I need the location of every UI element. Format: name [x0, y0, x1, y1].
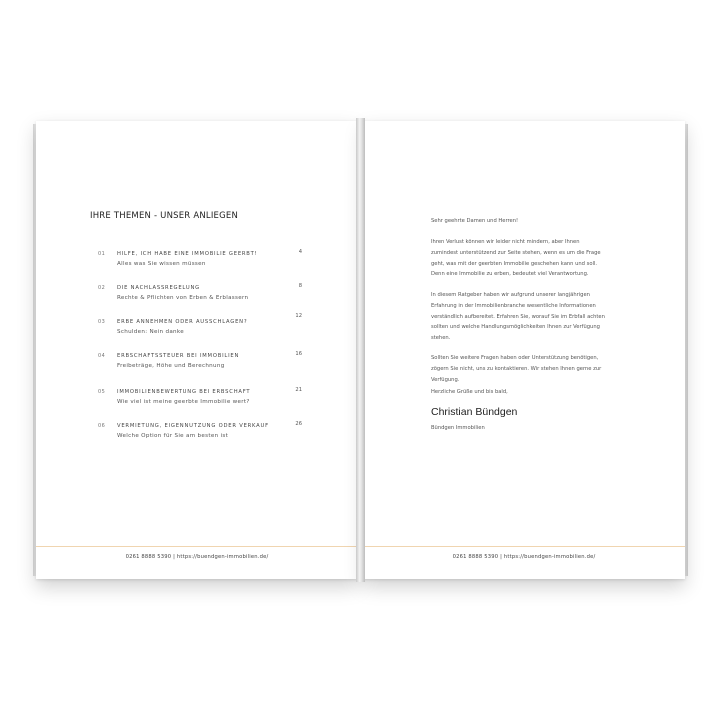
toc-number: 06: [98, 423, 106, 429]
toc-subtitle: Rechte & Pflichten von Erben & Erblassern: [117, 295, 249, 301]
left-page: [36, 121, 358, 579]
letter-paragraph: In diesem Ratgeber haben wir aufgrund unserer langjährigen Erfahrung in der Immobilienbranche wesentliche Informationen verständlich aufbereitet. Erfahren Sie, worauf Sie im Erbfall achten sollten und welche Handlungsmöglichkeiten Ihnen zur Verfügung stehen.: [431, 292, 605, 342]
toc-item[interactable]: [36, 421, 358, 451]
closing: Herzliche Grüße und bis bald,: [431, 389, 508, 395]
toc-title: HILFE, ICH HABE EINE IMMOBILIE GEERBT!: [117, 251, 258, 257]
toc-heading: IHRE THEMEN - UNSER ANLIEGEN: [90, 211, 239, 221]
toc-page-number: 21: [295, 387, 302, 393]
page-footer-contact: 0261 8888 5390 | https://buendgen-immobilien.de/: [452, 554, 596, 560]
toc-title: IMMOBILIENBEWERTUNG BEI ERBSCHAFT: [117, 389, 251, 395]
toc-title: ERBE ANNEHMEN ODER AUSSCHLAGEN?: [117, 319, 248, 325]
toc-subtitle: Wie viel ist meine geerbte Immobilie wert?: [117, 399, 250, 405]
right-page: [363, 121, 685, 579]
salutation: Sehr geehrte Damen und Herren!: [431, 218, 519, 224]
letter-paragraph: Ihren Verlust können wir leider nicht mindern, aber Ihnen zumindest unterstützend zur Seite stehen, wenn es um die Frage geht, was mit der geerbten Immobilie geschehen kann und soll. Denn eine Immobilie zu erben, bedeutet viel Verantwortung.: [431, 239, 601, 278]
toc-subtitle: Alles was Sie wissen müssen: [117, 261, 206, 267]
toc-subtitle: Freibeträge, Höhe und Berechnung: [117, 363, 225, 369]
toc-subtitle: Welche Option für Sie am besten ist: [117, 433, 229, 439]
toc-number: 03: [98, 319, 106, 325]
footer-divider: [363, 546, 685, 547]
toc-subtitle: Schulden: Nein danke: [117, 329, 184, 335]
toc-page-number: 12: [295, 313, 302, 319]
signature-name: Christian Bündgen: [431, 406, 518, 418]
toc-title: VERMIETUNG, EIGENNUTZUNG ODER VERKAUF: [117, 423, 269, 429]
toc-number: 01: [98, 251, 106, 257]
company-name: Bündgen Immobilien: [431, 425, 485, 431]
letter-paragraph: Sollten Sie weitere Fragen haben oder Unterstützung benötigen, zögern Sie nicht, uns zu kontaktieren. Wir stehen Ihnen gerne zur Verfügung.: [431, 355, 602, 383]
toc-item[interactable]: [36, 351, 358, 381]
toc-number: 04: [98, 353, 106, 359]
toc-page-number: 8: [298, 283, 302, 289]
toc-page-number: 4: [298, 249, 302, 255]
page-footer-contact: 0261 8888 5390 | https://buendgen-immobilien.de/: [125, 554, 269, 560]
toc-number: 02: [98, 285, 106, 291]
toc-page-number: 16: [295, 351, 302, 357]
binding-spine: [356, 118, 365, 582]
toc-title: DIE NACHLASSREGELUNG: [117, 285, 200, 291]
toc-title: ERBSCHAFTSSTEUER BEI IMMOBILIEN: [117, 353, 240, 359]
toc-item[interactable]: [36, 283, 358, 313]
toc-number: 05: [98, 389, 106, 395]
toc-page-number: 26: [295, 421, 302, 427]
toc-item[interactable]: [36, 249, 358, 279]
toc-item[interactable]: [36, 313, 358, 347]
toc-item[interactable]: [36, 387, 358, 417]
footer-divider: [36, 546, 358, 547]
